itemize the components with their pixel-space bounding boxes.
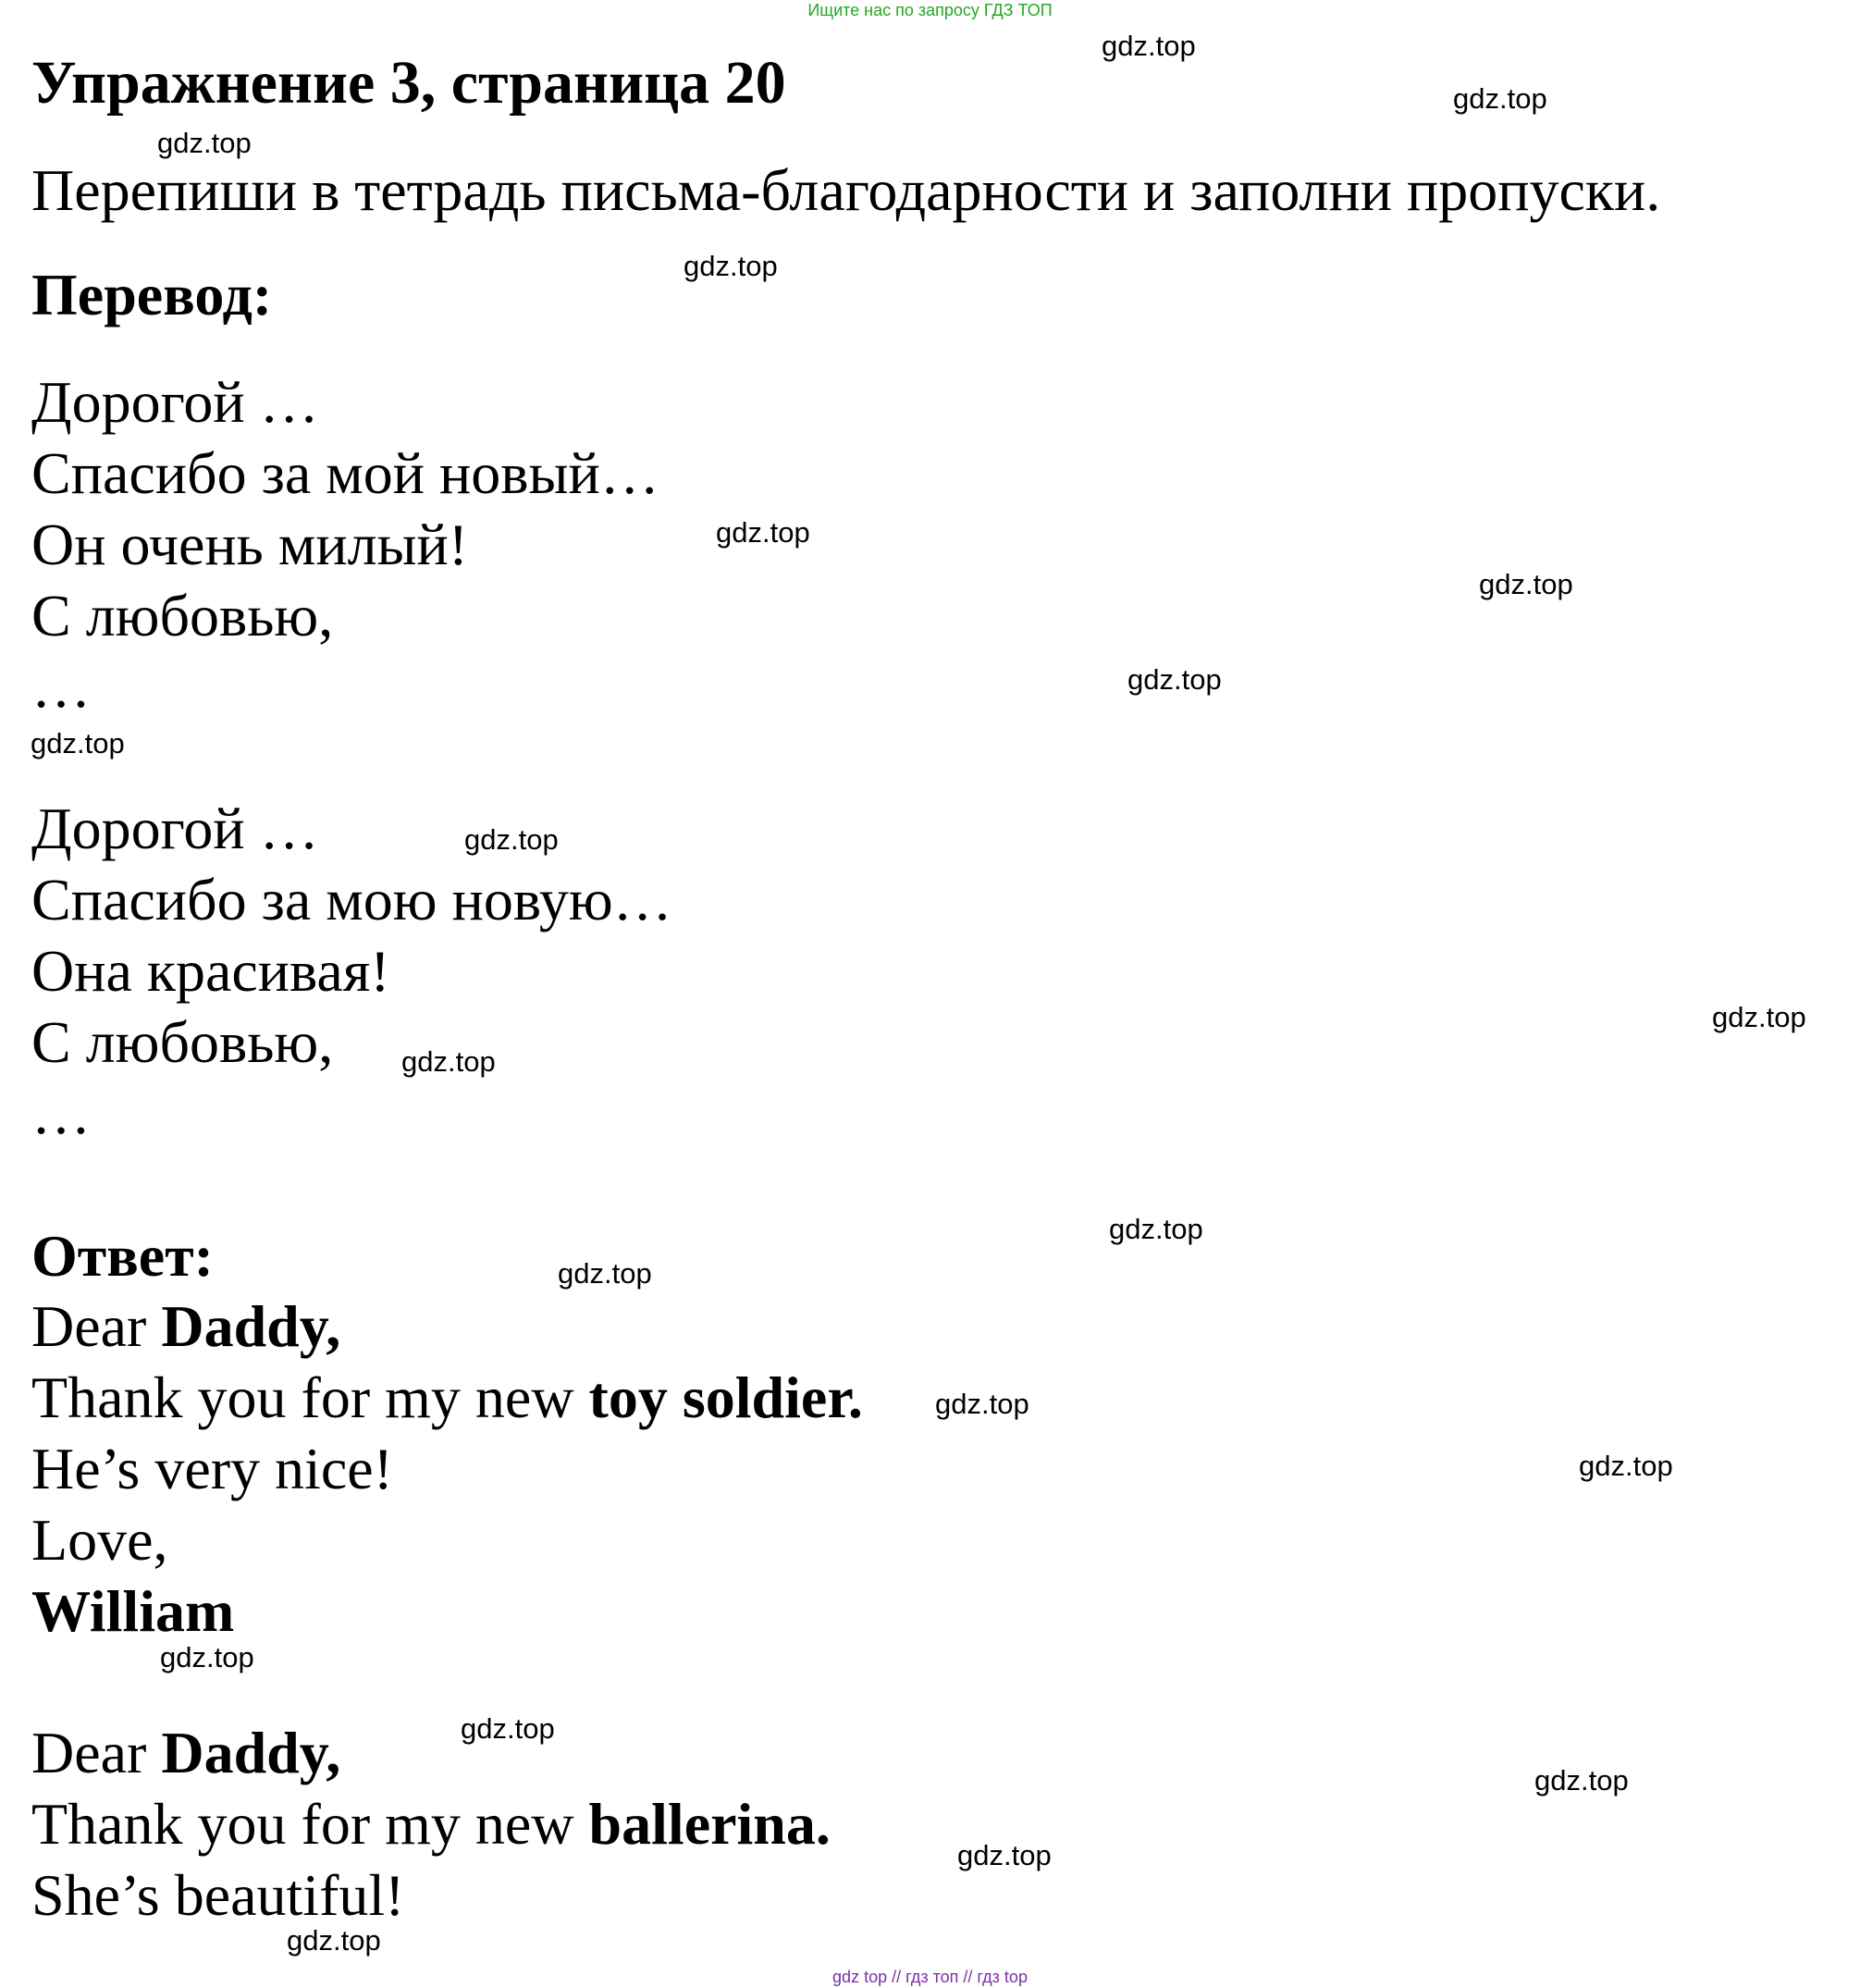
thanks-prefix: Thank you for my new [31,1364,589,1430]
greeting-name: Daddy, [161,1720,341,1785]
letter-signature: William [31,1578,235,1644]
watermark: gdz.top [401,1045,496,1078]
letter-line: Она красивая! [31,938,390,1004]
answer-heading: Ответ: [31,1223,214,1289]
gift-name: toy soldier. [588,1364,863,1430]
letter-line: Дорогой … [31,796,319,861]
letter-greeting [31,1717,831,1788]
watermark: gdz.top [1712,1001,1806,1033]
letter-greeting [31,1290,863,1362]
watermark: gdz.top [1479,568,1573,600]
letter-line: … [31,1080,91,1146]
watermark: gdz.top [716,516,810,549]
answer-letter-1 [31,1290,863,1647]
greeting-prefix: Dear [31,1720,162,1785]
translation-heading: Перевод: [31,262,273,327]
letter-closing: Love, [31,1507,168,1573]
watermark: gdz.top [1453,82,1547,115]
watermark: gdz.top [1127,663,1222,696]
watermark: gdz.top [287,1924,381,1957]
greeting-prefix: Dear [31,1293,162,1359]
watermark: gdz.top [461,1712,555,1745]
watermark: gdz.top [1109,1213,1203,1245]
translation-letter-2 [31,793,672,1149]
exercise-instruction: Перепиши в тетрадь письма-благодарности и заполни пропуски. [31,157,1661,223]
letter-line: Он очень милый! [31,512,469,577]
watermark: gdz.top [160,1641,254,1673]
letter-line: Спасибо за мою новую… [31,867,672,932]
greeting-name: Daddy, [161,1293,341,1359]
letter-thanks [31,1362,863,1433]
letter-line: С любовью, [31,583,334,648]
page-title: Упражнение 3, страница 20 [31,49,786,117]
letter-thanks [31,1788,831,1859]
watermark: gdz.top [464,823,559,856]
letter-compliment: He’s very nice! [31,1436,393,1501]
top-banner[interactable]: Ищите нас по запросу ГДЗ ТОП [807,1,1053,19]
watermark: gdz.top [157,127,252,159]
letter-line: … [31,654,91,720]
thanks-prefix: Thank you for my new [31,1791,589,1857]
letter-compliment: She’s beautiful! [31,1862,405,1928]
letter-line: С любовью, [31,1009,334,1075]
translation-letter-1 [31,366,659,722]
watermark: gdz.top [935,1388,1029,1420]
watermark: gdz.top [684,250,778,282]
watermark: gdz.top [1534,1764,1629,1797]
watermark: gdz.top [31,727,125,759]
watermark: gdz.top [558,1257,652,1290]
watermark: gdz.top [1102,30,1196,62]
letter-line: Спасибо за мой новый… [31,440,659,506]
footer-links[interactable]: gdz top // гдз топ // гдз top [832,1968,1028,1986]
watermark: gdz.top [957,1839,1052,1871]
gift-name: ballerina. [588,1791,831,1857]
answer-letter-2 [31,1717,831,1931]
watermark: gdz.top [1579,1450,1673,1482]
letter-line: Дорогой … [31,369,319,435]
